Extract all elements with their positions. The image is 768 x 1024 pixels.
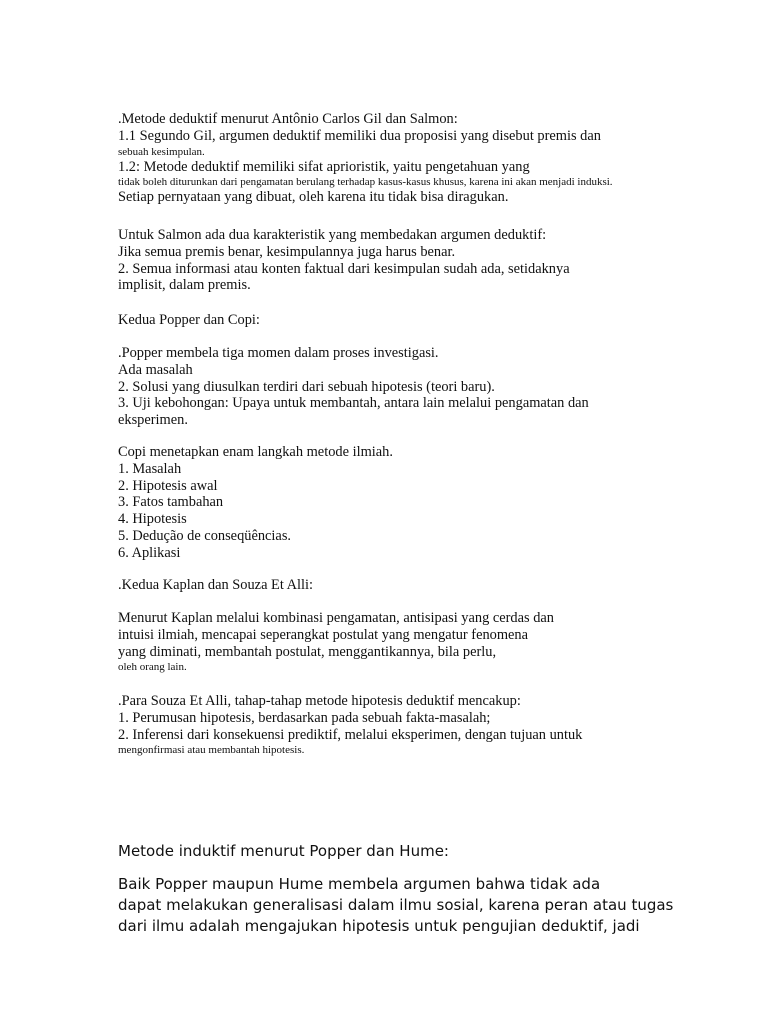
popper-item-3: 3. Uji kebohongan: Upaya untuk membantah, antara lain melalui pengamatan dan — [118, 395, 589, 412]
kaplan-line: intuisi ilmiah, mencapai seperangkat postulat yang mengatur fenomena — [118, 626, 529, 643]
section-heading-popper-copi: Kedua Popper dan Copi: — [118, 312, 260, 328]
copi-step: 4. Hipotesis — [118, 511, 187, 528]
section-heading-kaplan-souza: .Kedua Kaplan dan Souza Et Alli: — [118, 577, 314, 593]
popper-section — [118, 345, 758, 429]
souza-item-2-cont: mengonfirmasi atau membantah hipotesis. — [118, 744, 305, 757]
popper-item-3-cont: eksperimen. — [118, 412, 188, 429]
gil-salmon-section — [118, 111, 758, 206]
kaplan-line: Menurut Kaplan melalui kombinasi pengamatan, antisipasi yang cerdas dan — [118, 610, 554, 626]
copi-step: 6. Aplikasi — [118, 544, 181, 561]
copi-step: 5. Dedução de conseqüências. — [118, 527, 292, 544]
kaplan-souza-heading-block — [118, 577, 758, 594]
copi-step: 3. Fatos tambahan — [118, 494, 224, 511]
copi-step: 1. Masalah — [118, 460, 182, 477]
souza-item-2: 2. Inferensi dari konsekuensi prediktif, melalui eksperimen, dengan tujuan untuk — [118, 726, 583, 743]
inductive-line: Baik Popper maupun Hume membela argumen bahwa tidak ada — [118, 875, 601, 893]
salmon-section — [118, 227, 758, 294]
section-heading-inductive: Metode induktif menurut Popper dan Hume: — [118, 842, 449, 860]
salmon-point-2: 2. Semua informasi atau konten faktual dari kesimpulan sudah ada, setidaknya — [118, 260, 570, 277]
souza-intro: .Para Souza Et Alli, tahap-tahap metode hipotesis deduktif mencakup: — [118, 693, 521, 709]
gil-point-2-end: Setiap pernyataan yang dibuat, oleh karena itu tidak bisa diragukan. — [118, 189, 509, 206]
inductive-line: dari ilmu adalah mengajukan hipotesis untuk pengujian deduktif, jadi — [118, 917, 640, 935]
souza-section — [118, 693, 758, 757]
copi-step: 2. Hipotesis awal — [118, 477, 218, 494]
inductive-heading-block — [118, 841, 758, 862]
section-heading-gil-salmon: .Metode deduktif menurut Antônio Carlos Gil dan Salmon: — [118, 111, 458, 127]
popper-item-2: 2. Solusi yang diusulkan terdiri dari sebuah hipotesis (teori baru). — [118, 378, 495, 395]
popper-item-1: Ada masalah — [118, 361, 193, 378]
kaplan-line: yang diminati, membantah postulat, menggantikannya, bila perlu, — [118, 643, 497, 660]
salmon-point-1: Jika semua premis benar, kesimpulannya juga harus benar. — [118, 243, 456, 260]
inductive-line: dapat melakukan generalisasi dalam ilmu sosial, karena peran atau tugas — [118, 896, 674, 914]
copi-intro: Copi menetapkan enam langkah metode ilmiah. — [118, 444, 393, 460]
gil-point-1-cont: sebuah kesimpulan. — [118, 145, 205, 158]
kaplan-line-end: oleh orang lain. — [118, 661, 187, 674]
kaplan-section — [118, 610, 758, 674]
salmon-intro: Untuk Salmon ada dua karakteristik yang membedakan argumen deduktif: — [118, 227, 547, 243]
gil-point-1: 1.1 Segundo Gil, argumen deduktif memiliki dua proposisi yang disebut premis dan — [118, 127, 601, 144]
popper-copi-heading-block — [118, 312, 758, 329]
souza-item-1: 1. Perumusan hipotesis, berdasarkan pada sebuah fakta-masalah; — [118, 709, 491, 726]
salmon-point-2-cont: implisit, dalam premis. — [118, 277, 251, 294]
gil-point-2-cont: tidak boleh diturunkan dari pengamatan berulang terhadap kasus-kasus khusus, karena ini akan menjadi induksi. — [118, 176, 613, 189]
inductive-section — [118, 874, 758, 937]
gil-point-2: 1.2: Metode deduktif memiliki sifat aprioristik, yaitu pengetahuan yang — [118, 158, 530, 175]
copi-section — [118, 444, 758, 562]
popper-intro: .Popper membela tiga momen dalam proses investigasi. — [118, 345, 439, 361]
